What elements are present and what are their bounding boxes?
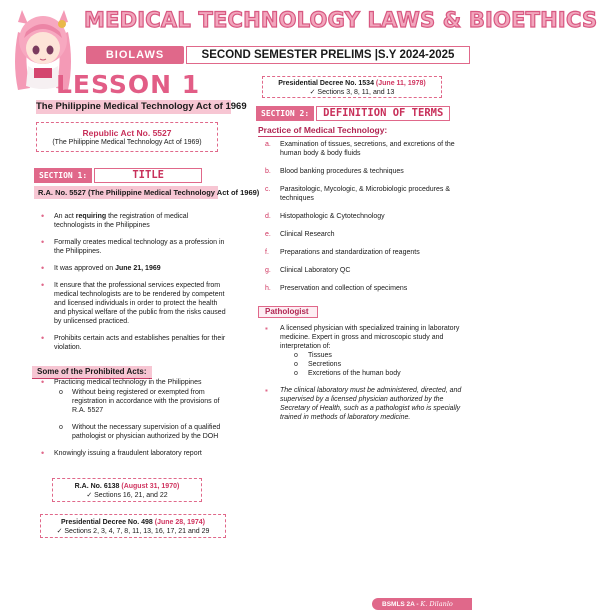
list-item: a. Examination of tissues, secretions, and excretions of the human body & body fluids — [265, 141, 455, 157]
footer-tag — [372, 598, 472, 610]
republic-act-title: Republic Act No. 5527 — [82, 128, 172, 138]
lesson-subtitle: The Philippine Medical Technology Act of 1969 — [36, 101, 247, 112]
list-item: • Formally creates medical technology as a profession in the Philippines. — [36, 238, 226, 256]
republic-act-subtitle: (The Philippine Medical Technology Act of 1969) — [52, 139, 202, 146]
list-item: • It ensure that the professional services expected from medical technologists are to be rendered by competent and licensed individuals in order to protect the health and physical welfare of the public from the risks caused by unlicensed practiced. — [36, 281, 226, 326]
ra-6138-date: (August 31, 1970) — [121, 483, 180, 490]
list-item: g. Clinical Laboratory QC — [265, 267, 351, 274]
pd-1534-date: (June 11, 1978) — [375, 80, 426, 87]
sub-list-item: o Tissues — [294, 351, 468, 360]
lesson-heading: LESSON 1 — [56, 70, 201, 99]
list-item: e. Clinical Research — [265, 231, 335, 238]
list-item: • An act requiring the registration of medical technologists in the Philippines — [36, 212, 226, 230]
list-item: d. Histopathologic & Cytotechnology — [265, 213, 385, 220]
pd-498-title: Presidential Decree No. 498 — [61, 519, 153, 526]
pd-1534-title: Presidential Decree No. 1534 — [278, 80, 374, 87]
prohibited-list — [36, 378, 232, 462]
list-item: ▪ A licensed physician with specialized training in laboratory medicine. Expert in gross and microscopic study and interpretation of: o Tissues o Secretions o Excretions of the human body — [258, 324, 468, 378]
list-item: b. Blood banking procedures & techniques — [265, 168, 404, 175]
subject-tag: BIOLAWS — [86, 46, 184, 64]
sub-list-item: o Without the necessary supervision of a qualified pathologist or physician authorized by the DOH — [54, 423, 232, 441]
semester-label: SECOND SEMESTER PRELIMS |S.Y 2024-2025 — [186, 46, 470, 64]
pd-1534-sections: ✓ Sections 3, 8, 11, and 13 — [309, 89, 395, 96]
practice-title: Practice of Medical Technology: — [258, 125, 388, 135]
prohibited-acts-label: Some of the Prohibited Acts: — [32, 366, 152, 379]
definition-list — [258, 140, 468, 302]
document-title: MEDICAL TECHNOLOGY LAWS & BIOETHICS — [84, 8, 597, 32]
pd-498-sections: ✓ Sections 2, 3, 4, 7, 8, 11, 13, 16, 17, 21 and 29 — [56, 528, 210, 535]
list-item: • Prohibits certain acts and establishes penalties for their violation. — [36, 334, 226, 352]
section-1-badge — [34, 168, 202, 183]
section-2-number: SECTION 2: — [256, 106, 314, 121]
sub-list-item: o Without being registered or exempted from registration in accordance with the provisions of R.A. 5527 — [54, 388, 232, 415]
sub-list-item: o Excretions of the human body — [294, 369, 468, 378]
ra-6138-title: R.A. No. 6138 — [74, 483, 120, 490]
section-1-number: SECTION 1: — [34, 168, 92, 183]
pathologist-list — [258, 324, 468, 430]
list-item: • Practicing medical technology in the Philippines o Without being registered or exempted from registration in accordance with the provisions of R.A. 5527 o Without the necessary supervision of a qualified pathologist or physician authorized by the DOH — [36, 378, 232, 441]
section-2-name: DEFINITION OF TERMS — [316, 106, 450, 121]
pd-1534-box — [262, 76, 442, 98]
ra-bar: R.A. No. 5527 (The Philippine Medical Technology Act of 1969) — [34, 186, 218, 199]
footer-signature: K. Dilanlo — [420, 600, 453, 608]
pd-498-box — [40, 514, 226, 538]
list-item: f. Preparations and standardization of reagents — [265, 249, 420, 256]
list-item: • It was approved on June 21, 1969 — [36, 264, 226, 273]
footer-class: BSMLS 2A - — [382, 601, 421, 608]
sub-list-item: o Secretions — [294, 360, 468, 369]
section-1-list — [36, 212, 226, 360]
section-1-name: TITLE — [94, 168, 202, 183]
pd-498-date: (June 28, 1974) — [154, 519, 205, 526]
ra-6138-box — [52, 478, 202, 502]
list-item: • Knowingly issuing a fraudulent laboratory report — [36, 449, 232, 458]
pathologist-label: Pathologist — [258, 306, 318, 318]
list-item: c. Parasitologic, Mycologic, & Microbiologic procedures & techniques — [265, 186, 451, 202]
section-2-badge — [256, 106, 450, 121]
ra-6138-sections: ✓ Sections 16, 21, and 22 — [86, 492, 168, 499]
republic-act-box — [36, 122, 218, 152]
list-item: h. Preservation and collection of specimens — [265, 285, 408, 292]
list-item: ▪ The clinical laboratory must be administered, directed, and supervised by a licensed physician authorized by the Secretary of Health, such as a pathologist who is specially trained in methods of laboratory medicine. — [258, 386, 468, 422]
